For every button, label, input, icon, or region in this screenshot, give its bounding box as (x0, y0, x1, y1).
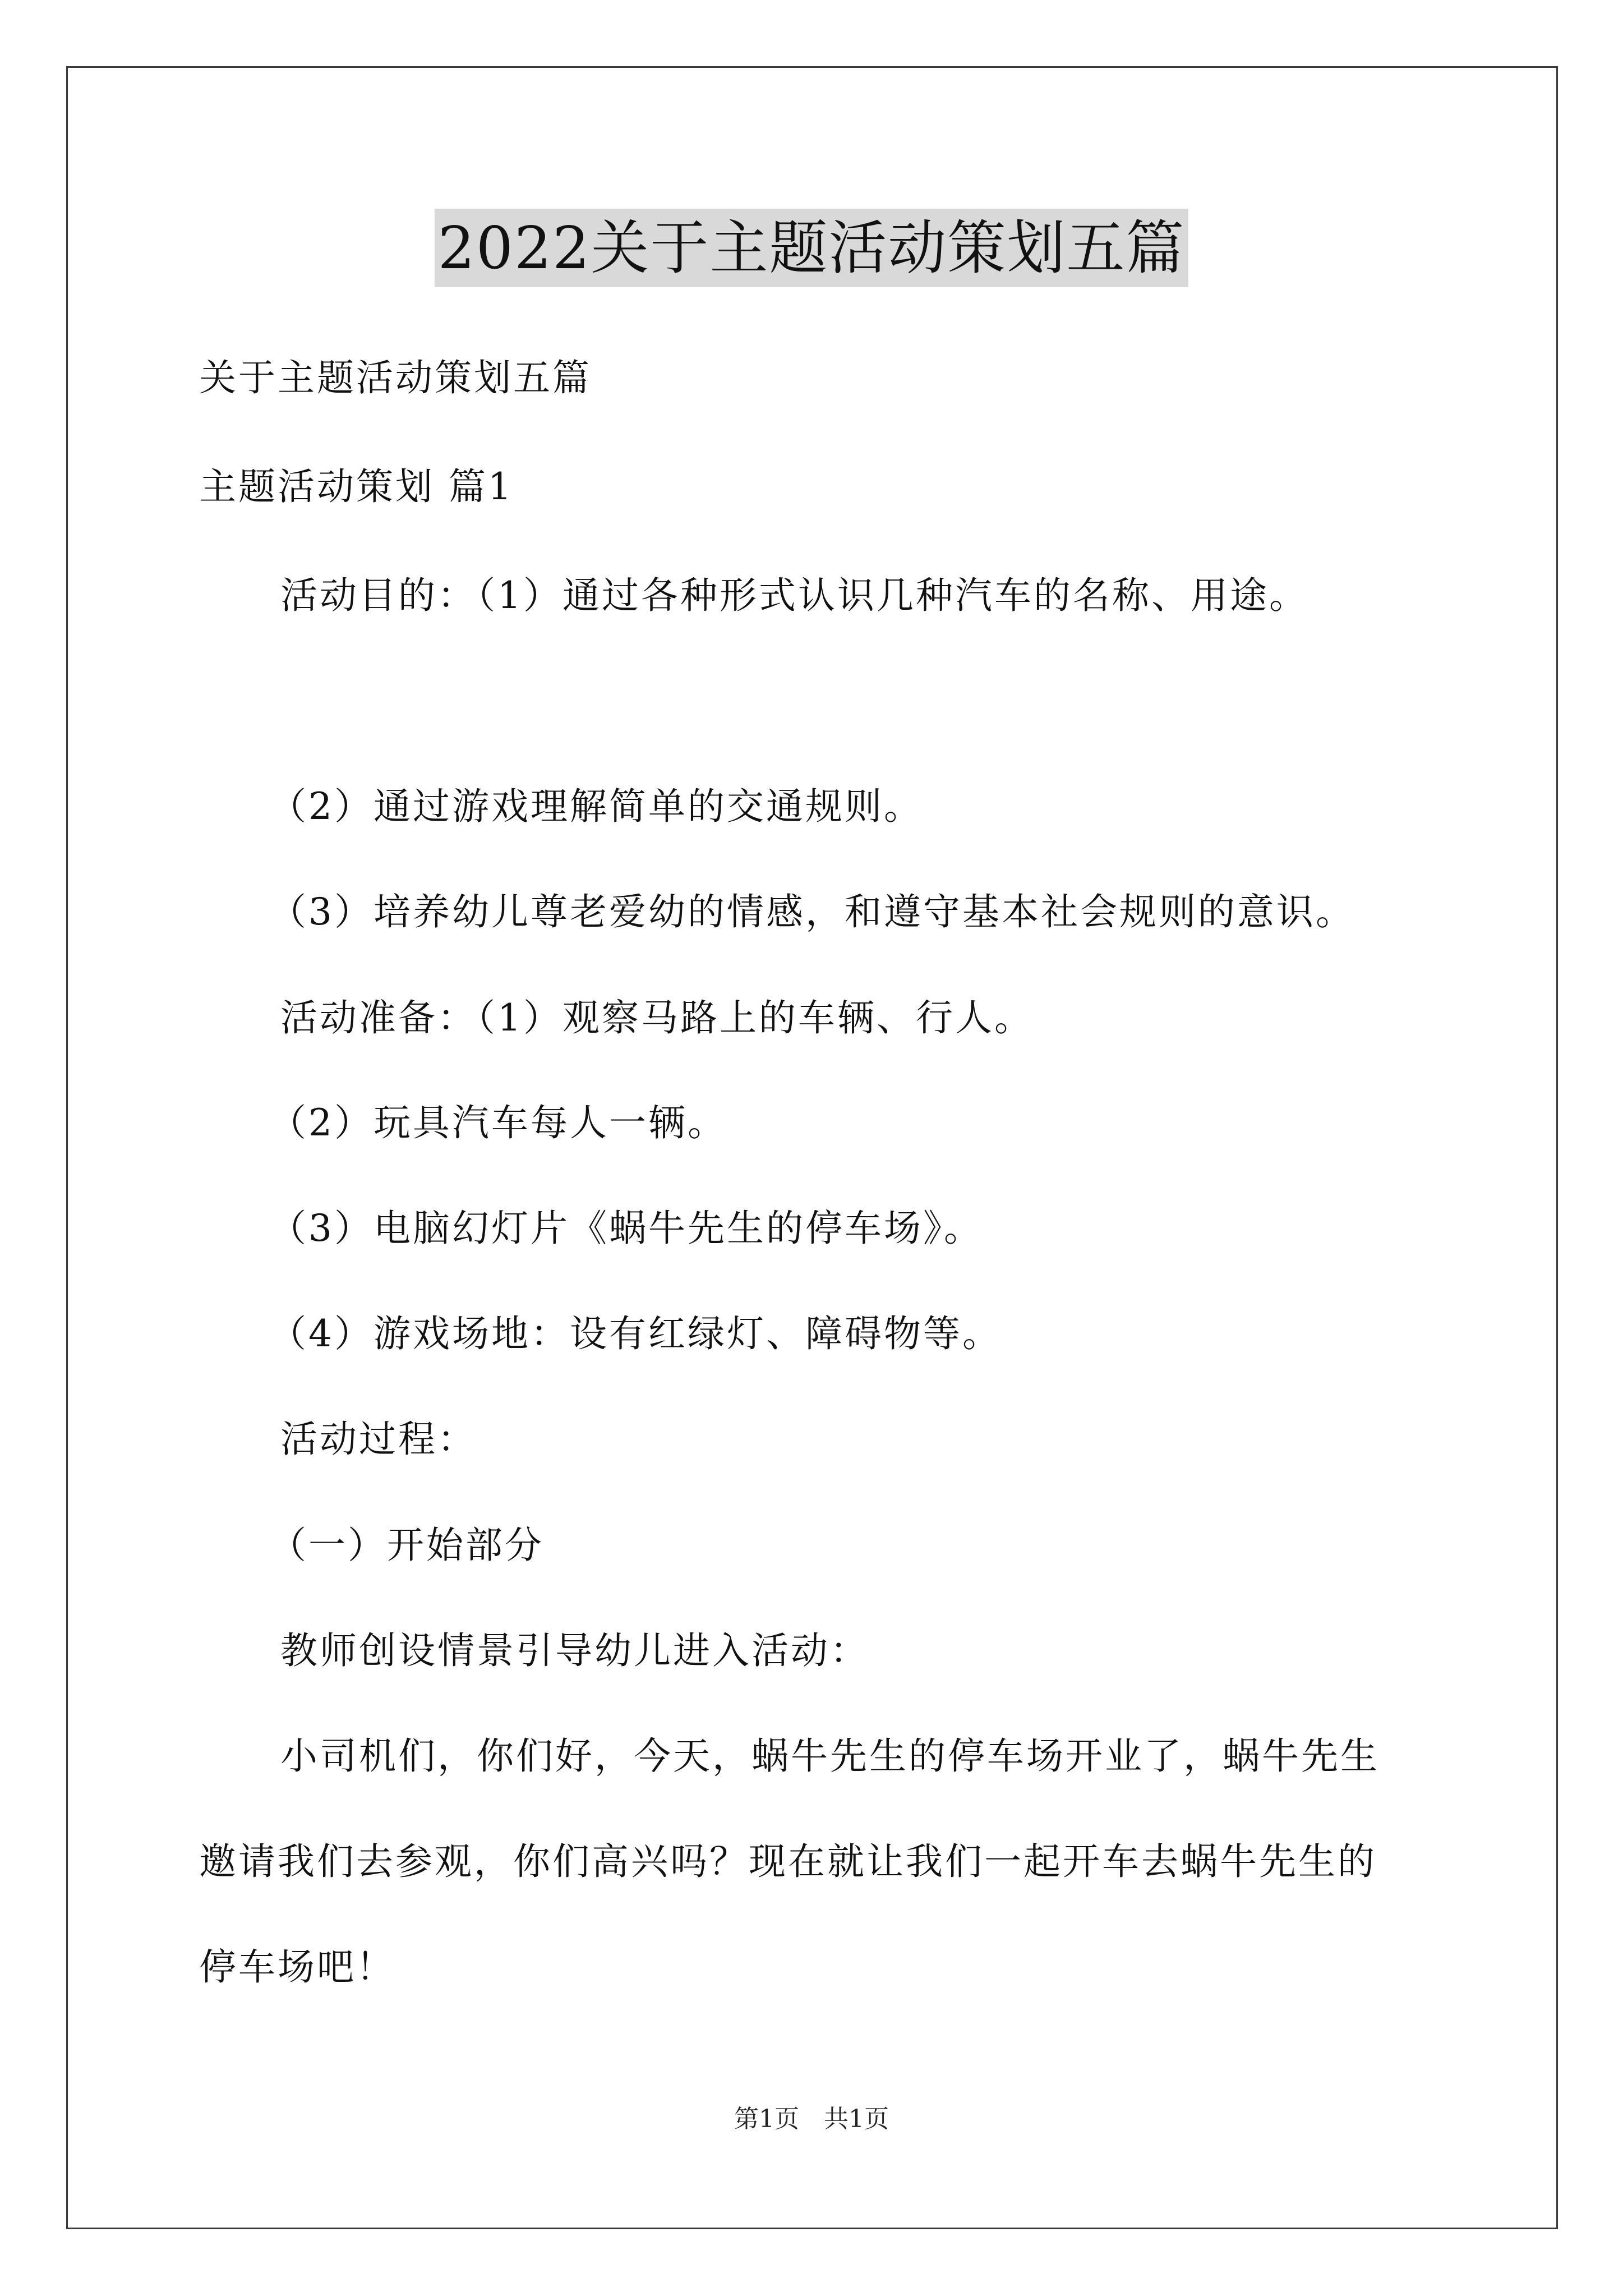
paragraph-prep-1: 活动准备：（1）观察马路上的车辆、行人。 (280, 996, 1034, 1039)
page-footer: 第1页 共1页 (734, 2105, 889, 2133)
title-container (0, 209, 1623, 287)
paragraph-intro: 教师创设情景引导幼儿进入活动： (280, 1629, 869, 1672)
paragraph-process: 活动过程： (280, 1418, 477, 1461)
paragraph-prep-2: （2）玩具汽车每人一辆。 (269, 1101, 727, 1144)
paragraph-prep-4: （4）游戏场地：设有红绿灯、障碍物等。 (269, 1312, 1002, 1355)
doc-subtitle: 关于主题活动策划五篇 (199, 356, 592, 399)
paragraph-speech-line-2: 邀请我们去参观，你们高兴吗？现在就让我们一起开车去蜗牛先生的 (199, 1840, 1377, 1883)
paragraph-goal-2: （2）通过游戏理解简单的交通规则。 (269, 785, 923, 828)
paragraph-prep-3: （3）电脑幻灯片《蜗牛先生的停车场》。 (269, 1207, 983, 1250)
paragraph-goal-3: （3）培养幼儿尊老爱幼的情感，和遵守基本社会规则的意识。 (269, 890, 1355, 933)
paragraph-part-1: （一）开始部分 (269, 1524, 544, 1567)
document-title: 2022关于主题活动策划五篇 (435, 209, 1189, 287)
paragraph-speech-line-1: 小司机们，你们好，今天，蜗牛先生的停车场开业了，蜗牛先生 (280, 1734, 1380, 1778)
paragraph-goal-1: 活动目的：（1）通过各种形式认识几种汽车的名称、用途。 (280, 574, 1308, 617)
section-heading: 主题活动策划 篇1 (199, 465, 514, 508)
paragraph-speech-line-3: 停车场吧！ (199, 1945, 395, 1989)
